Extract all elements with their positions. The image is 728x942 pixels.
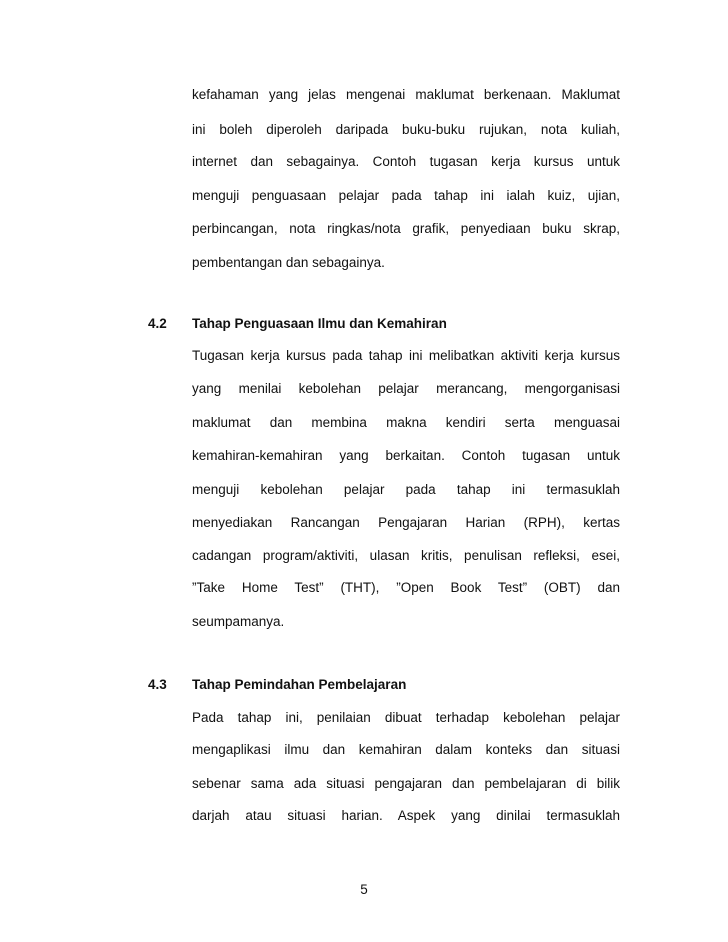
- text-line: menyediakan Rancangan Pengajaran Harian (RPH), kertas: [192, 515, 620, 530]
- text-line: darjah atau situasi harian. Aspek yang dinilai termasuklah: [192, 808, 620, 823]
- section-title: Tahap Penguasaan Ilmu dan Kemahiran: [192, 316, 447, 331]
- page-number: 5: [360, 882, 368, 897]
- text-line: internet dan sebagainya. Contoh tugasan kerja kursus untuk: [192, 154, 620, 169]
- text-line: menguji kebolehan pelajar pada tahap ini termasuklah: [192, 482, 620, 497]
- text-line: mengaplikasi ilmu dan kemahiran dalam konteks dan situasi: [192, 742, 620, 757]
- section-number: 4.2: [148, 316, 167, 331]
- text-line: menguji penguasaan pelajar pada tahap ini ialah kuiz, ujian,: [192, 188, 620, 203]
- text-line: seumpamanya.: [192, 614, 285, 629]
- text-line: perbincangan, nota ringkas/nota grafik, penyediaan buku skrap,: [192, 221, 620, 236]
- text-line: kemahiran-kemahiran yang berkaitan. Contoh tugasan untuk: [192, 448, 620, 463]
- text-line: sebenar sama ada situasi pengajaran dan pembelajaran di bilik: [192, 776, 620, 791]
- text-line: kefahaman yang jelas mengenai maklumat berkenaan. Maklumat: [192, 87, 620, 102]
- text-line: ”Take Home Test” (THT), ”Open Book Test” (OBT) dan: [192, 580, 620, 595]
- section-number: 4.3: [148, 677, 167, 692]
- text-line: Tugasan kerja kursus pada tahap ini melibatkan aktiviti kerja kursus: [192, 348, 620, 363]
- text-line: Pada tahap ini, penilaian dibuat terhadap kebolehan pelajar: [192, 710, 620, 725]
- section-title: Tahap Pemindahan Pembelajaran: [192, 677, 407, 692]
- text-line: cadangan program/aktiviti, ulasan kritis, penulisan refleksi, esei,: [192, 548, 620, 563]
- text-line: maklumat dan membina makna kendiri serta menguasai: [192, 415, 620, 430]
- text-line: yang menilai kebolehan pelajar merancang, mengorganisasi: [192, 381, 620, 396]
- text-line: ini boleh diperoleh daripada buku-buku rujukan, nota kuliah,: [192, 122, 620, 137]
- text-line: pembentangan dan sebagainya.: [192, 255, 385, 270]
